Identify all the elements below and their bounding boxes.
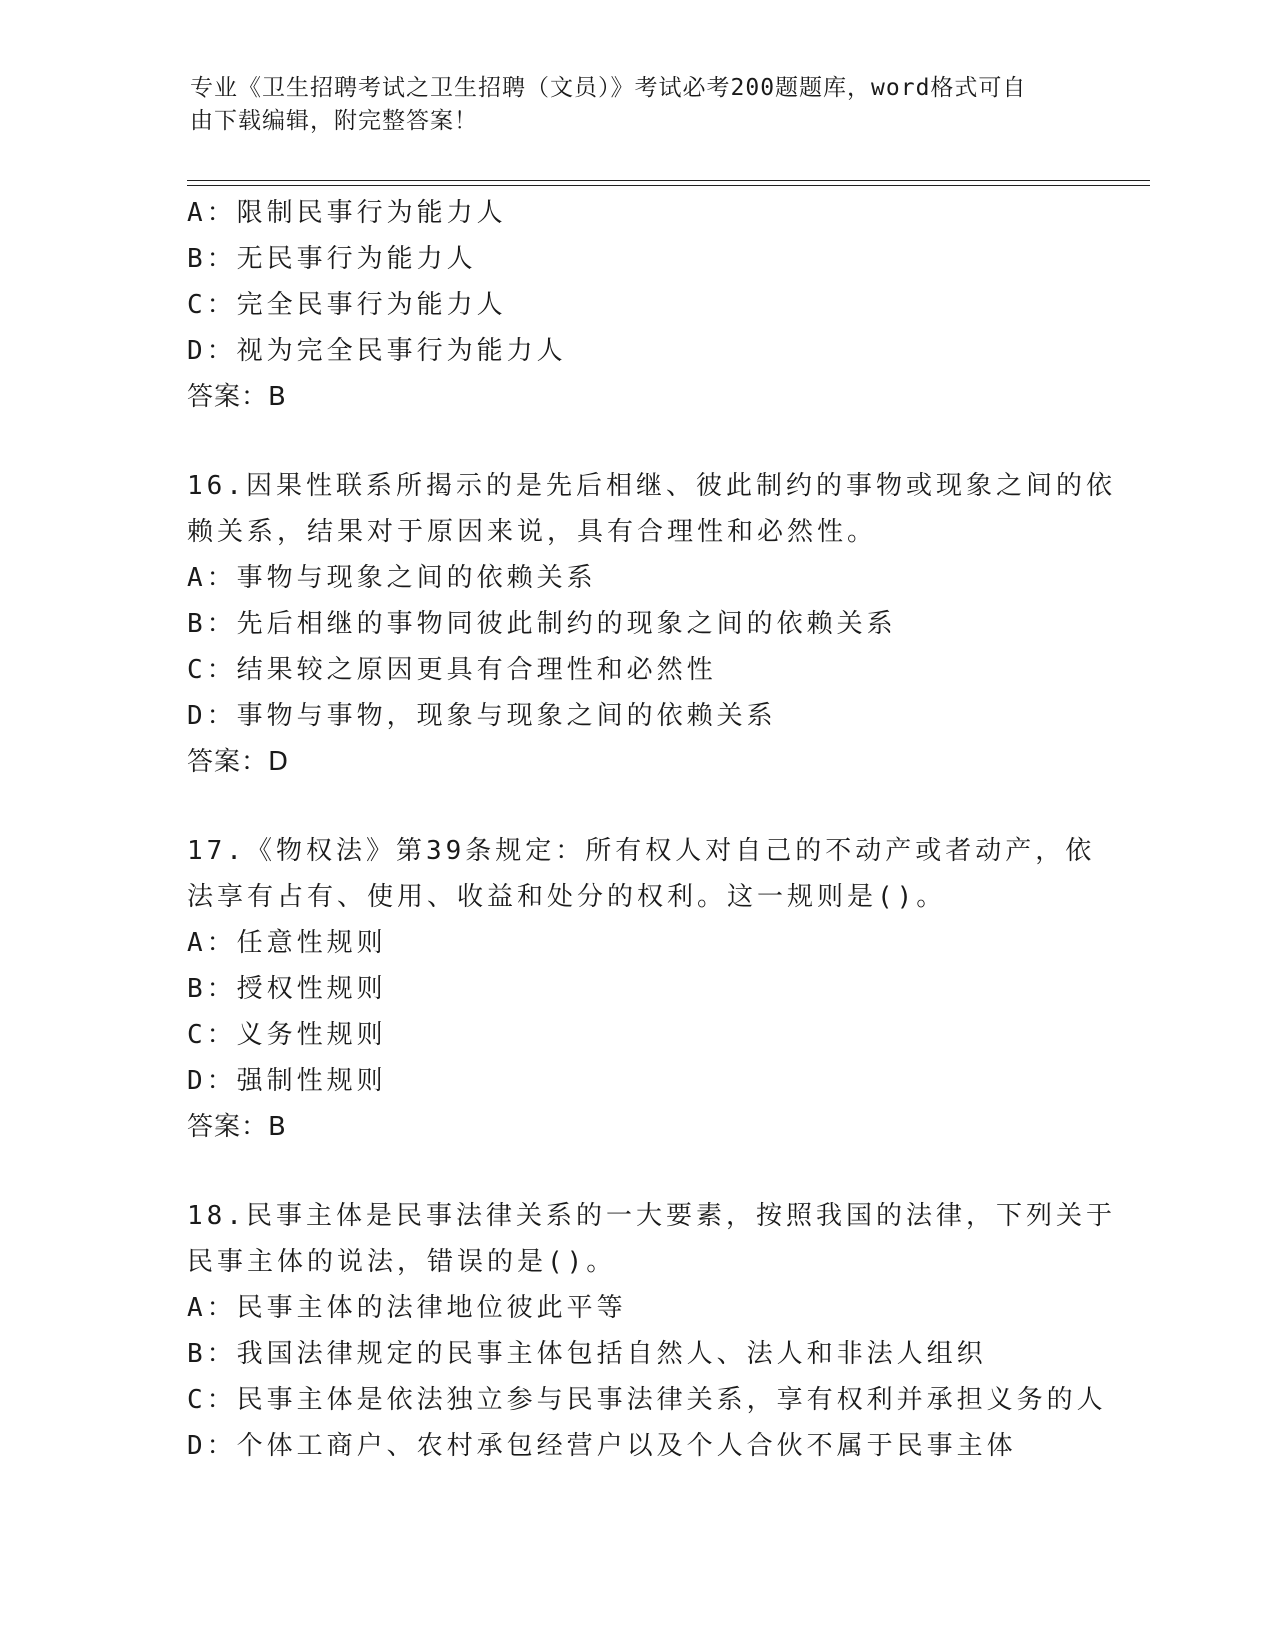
answer-line: 答案：D	[187, 747, 290, 777]
option-c: C：结果较之原因更具有合理性和必然性	[187, 655, 717, 685]
option-d: D：视为完全民事行为能力人	[187, 336, 567, 366]
spacer	[187, 1150, 1087, 1193]
option-c: C：完全民事行为能力人	[187, 290, 507, 320]
question-stem-line: 17.《物权法》第39条规定：所有权人对自己的不动产或者动产，依	[187, 836, 1096, 866]
question-17	[187, 828, 1096, 1150]
spacer	[187, 420, 1087, 463]
document-header	[190, 72, 1070, 138]
partial-question	[187, 190, 1087, 420]
option-d: D：个体工商户、农村承包经营户以及个人合伙不属于民事主体	[187, 1431, 1017, 1461]
question-stem-line: 18.民事主体是民事法律关系的一大要素，按照我国的法律，下列关于	[187, 1201, 1116, 1231]
header-divider-bottom	[187, 185, 1150, 186]
option-c: C：民事主体是依法独立参与民事法律关系，享有权利并承担义务的人	[187, 1385, 1107, 1415]
question-stem-line: 法享有占有、使用、收益和处分的权利。这一规则是()。	[187, 882, 947, 912]
answer-line: 答案：B	[187, 382, 287, 412]
option-a: A：任意性规则	[187, 928, 387, 958]
question-stem-line: 16.因果性联系所揭示的是先后相继、彼此制约的事物或现象之间的依	[187, 471, 1116, 501]
question-18	[187, 1193, 1116, 1469]
header-line-2: 由下载编辑，附完整答案！	[190, 108, 478, 134]
option-b: B：先后相继的事物同彼此制约的现象之间的依赖关系	[187, 609, 897, 639]
header-line-1: 专业《卫生招聘考试之卫生招聘（文员）》考试必考200题题库，word格式可自	[190, 75, 1027, 101]
option-a: A：事物与现象之间的依赖关系	[187, 563, 597, 593]
option-b: B：授权性规则	[187, 974, 387, 1004]
option-c: C：义务性规则	[187, 1020, 387, 1050]
option-a: A：限制民事行为能力人	[187, 198, 507, 228]
option-b: B：我国法律规定的民事主体包括自然人、法人和非法人组织	[187, 1339, 987, 1369]
spacer	[187, 785, 1087, 828]
question-stem-line: 民事主体的说法，错误的是()。	[187, 1247, 617, 1277]
option-d: D：事物与事物，现象与现象之间的依赖关系	[187, 701, 777, 731]
option-b: B：无民事行为能力人	[187, 244, 477, 274]
question-content	[187, 190, 1116, 1469]
question-16	[187, 463, 1116, 785]
answer-line: 答案：B	[187, 1112, 287, 1142]
option-d: D：强制性规则	[187, 1066, 387, 1096]
header-divider-top	[187, 180, 1150, 181]
question-stem-line: 赖关系，结果对于原因来说，具有合理性和必然性。	[187, 517, 878, 547]
option-a: A：民事主体的法律地位彼此平等	[187, 1293, 627, 1323]
